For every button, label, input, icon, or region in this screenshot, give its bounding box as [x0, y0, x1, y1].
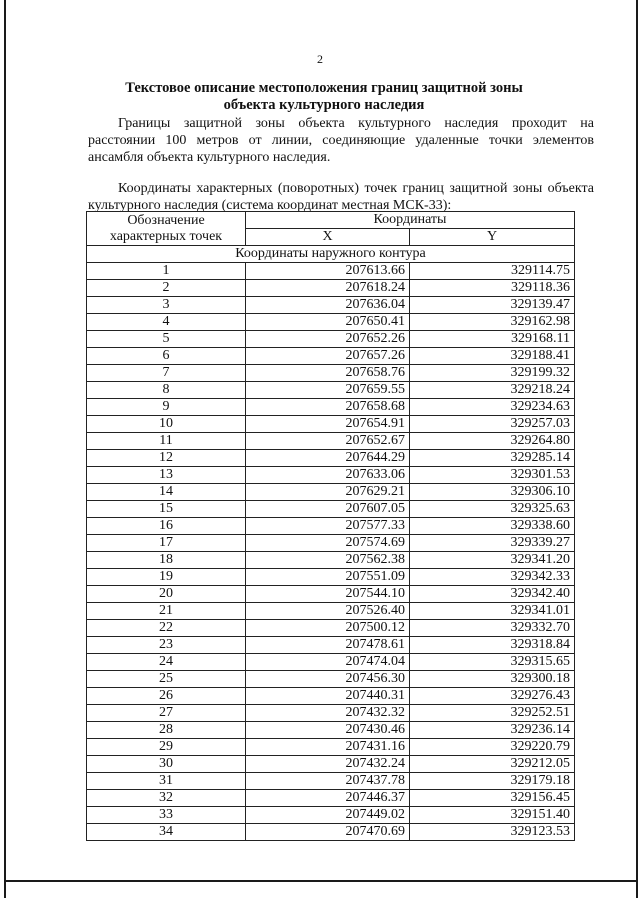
table-row: [87, 552, 575, 569]
point-id-cell: 8: [87, 382, 246, 399]
x-coordinate-cell: 207658.76: [246, 365, 410, 382]
point-id-cell: 9: [87, 399, 246, 416]
point-id-cell: 22: [87, 620, 246, 637]
point-id-cell: 7: [87, 365, 246, 382]
point-id-cell: 30: [87, 756, 246, 773]
point-id-cell: 26: [87, 688, 246, 705]
x-coordinate-cell: 207526.40: [246, 603, 410, 620]
table-row: [87, 518, 575, 535]
y-coordinate-cell: 329156.45: [410, 790, 575, 807]
point-id-cell: 31: [87, 773, 246, 790]
table-row: [87, 824, 575, 841]
y-coordinate-cell: 329264.80: [410, 433, 575, 450]
table-row: [87, 467, 575, 484]
table-row: [87, 535, 575, 552]
point-id-cell: 32: [87, 790, 246, 807]
y-coordinate-cell: 329199.32: [410, 365, 575, 382]
y-coordinate-cell: 329118.36: [410, 280, 575, 297]
y-coordinate-cell: 329341.20: [410, 552, 575, 569]
table-row: [87, 739, 575, 756]
table-row: [87, 705, 575, 722]
x-coordinate-cell: 207500.12: [246, 620, 410, 637]
point-id-cell: 24: [87, 654, 246, 671]
point-id-cell: 15: [87, 501, 246, 518]
table-row: [87, 382, 575, 399]
x-coordinate-cell: 207446.37: [246, 790, 410, 807]
x-coordinate-cell: 207440.31: [246, 688, 410, 705]
table-row: [87, 331, 575, 348]
table-row: [87, 297, 575, 314]
coordinates-intro-paragraph: Координаты характерных (поворотных) точек границ защитной зоны объекта культурного наследия (система координат местная МСК-33):: [88, 181, 594, 213]
point-id-cell: 12: [87, 450, 246, 467]
x-coordinate-cell: 207478.61: [246, 637, 410, 654]
y-coordinate-cell: 329318.84: [410, 637, 575, 654]
point-id-cell: 10: [87, 416, 246, 433]
point-id-cell: 5: [87, 331, 246, 348]
point-id-cell: 25: [87, 671, 246, 688]
y-coordinate-cell: 329252.51: [410, 705, 575, 722]
x-coordinate-cell: 207633.06: [246, 467, 410, 484]
table-row: [87, 756, 575, 773]
table-row: [87, 314, 575, 331]
header-y: Y: [410, 229, 575, 246]
scan-border-bottom: [4, 880, 638, 882]
point-id-cell: 1: [87, 263, 246, 280]
point-id-cell: 20: [87, 586, 246, 603]
point-id-cell: 34: [87, 824, 246, 841]
x-coordinate-cell: 207437.78: [246, 773, 410, 790]
y-coordinate-cell: 329325.63: [410, 501, 575, 518]
y-coordinate-cell: 329276.43: [410, 688, 575, 705]
y-coordinate-cell: 329188.41: [410, 348, 575, 365]
x-coordinate-cell: 207652.67: [246, 433, 410, 450]
point-id-cell: 4: [87, 314, 246, 331]
x-coordinate-cell: 207432.24: [246, 756, 410, 773]
y-coordinate-cell: 329123.53: [410, 824, 575, 841]
table-row: [87, 348, 575, 365]
y-coordinate-cell: 329257.03: [410, 416, 575, 433]
title-line-2: объекта культурного наследия: [223, 97, 425, 113]
y-coordinate-cell: 329212.05: [410, 756, 575, 773]
y-coordinate-cell: 329338.60: [410, 518, 575, 535]
x-coordinate-cell: 207629.21: [246, 484, 410, 501]
y-coordinate-cell: 329306.10: [410, 484, 575, 501]
x-coordinate-cell: 207644.29: [246, 450, 410, 467]
x-coordinate-cell: 207449.02: [246, 807, 410, 824]
point-id-cell: 6: [87, 348, 246, 365]
x-coordinate-cell: 207652.26: [246, 331, 410, 348]
x-coordinate-cell: 207574.69: [246, 535, 410, 552]
table-row: [87, 450, 575, 467]
y-coordinate-cell: 329342.40: [410, 586, 575, 603]
document-title: [84, 80, 564, 114]
x-coordinate-cell: 207613.66: [246, 263, 410, 280]
point-id-cell: 27: [87, 705, 246, 722]
table-row: [87, 399, 575, 416]
y-coordinate-cell: 329341.01: [410, 603, 575, 620]
y-coordinate-cell: 329234.63: [410, 399, 575, 416]
table-row: [87, 637, 575, 654]
x-coordinate-cell: 207432.32: [246, 705, 410, 722]
table-header-row: [87, 212, 575, 229]
point-id-cell: 2: [87, 280, 246, 297]
point-id-cell: 3: [87, 297, 246, 314]
y-coordinate-cell: 329179.18: [410, 773, 575, 790]
table-row: [87, 807, 575, 824]
point-id-cell: 16: [87, 518, 246, 535]
y-coordinate-cell: 329315.65: [410, 654, 575, 671]
point-id-cell: 28: [87, 722, 246, 739]
x-coordinate-cell: 207551.09: [246, 569, 410, 586]
table-row: [87, 416, 575, 433]
y-coordinate-cell: 329332.70: [410, 620, 575, 637]
y-coordinate-cell: 329301.53: [410, 467, 575, 484]
x-coordinate-cell: 207562.38: [246, 552, 410, 569]
x-coordinate-cell: 207474.04: [246, 654, 410, 671]
point-id-cell: 29: [87, 739, 246, 756]
point-id-cell: 21: [87, 603, 246, 620]
table-row: [87, 484, 575, 501]
x-coordinate-cell: 207577.33: [246, 518, 410, 535]
x-coordinate-cell: 207618.24: [246, 280, 410, 297]
point-id-cell: 14: [87, 484, 246, 501]
point-id-cell: 23: [87, 637, 246, 654]
x-coordinate-cell: 207430.46: [246, 722, 410, 739]
y-coordinate-cell: 329218.24: [410, 382, 575, 399]
table-row: [87, 263, 575, 280]
table-row: [87, 501, 575, 518]
y-coordinate-cell: 329236.14: [410, 722, 575, 739]
y-coordinate-cell: 329339.27: [410, 535, 575, 552]
header-point-designation: Обозначение характерных точек: [87, 212, 246, 246]
y-coordinate-cell: 329220.79: [410, 739, 575, 756]
x-coordinate-cell: 207659.55: [246, 382, 410, 399]
table-row: [87, 773, 575, 790]
header-x: X: [246, 229, 410, 246]
x-coordinate-cell: 207544.10: [246, 586, 410, 603]
table-row: [87, 722, 575, 739]
x-coordinate-cell: 207658.68: [246, 399, 410, 416]
table-row: [87, 569, 575, 586]
y-coordinate-cell: 329114.75: [410, 263, 575, 280]
x-coordinate-cell: 207654.91: [246, 416, 410, 433]
table-row: [87, 433, 575, 450]
scan-border-right: [636, 0, 638, 898]
table-row: [87, 790, 575, 807]
table-row: [87, 603, 575, 620]
point-id-cell: 33: [87, 807, 246, 824]
point-id-cell: 11: [87, 433, 246, 450]
boundary-description-paragraph: Границы защитной зоны объекта культурного наследия проходит на расстоянии 100 метров от линии, соединяющие удаленные точки элементов ансамбля объекта культурного наследия.: [88, 116, 594, 165]
table-row: [87, 671, 575, 688]
section-row: [87, 246, 575, 263]
x-coordinate-cell: 207431.16: [246, 739, 410, 756]
point-id-cell: 18: [87, 552, 246, 569]
x-coordinate-cell: 207470.69: [246, 824, 410, 841]
table-row: [87, 586, 575, 603]
x-coordinate-cell: 207650.41: [246, 314, 410, 331]
table-row: [87, 654, 575, 671]
x-coordinate-cell: 207607.05: [246, 501, 410, 518]
table-row: [87, 688, 575, 705]
point-id-cell: 13: [87, 467, 246, 484]
y-coordinate-cell: 329300.18: [410, 671, 575, 688]
point-id-cell: 17: [87, 535, 246, 552]
x-coordinate-cell: 207636.04: [246, 297, 410, 314]
y-coordinate-cell: 329162.98: [410, 314, 575, 331]
title-line-1: Текстовое описание местоположения границ защитной зоны: [125, 80, 523, 96]
y-coordinate-cell: 329168.11: [410, 331, 575, 348]
table-row: [87, 620, 575, 637]
y-coordinate-cell: 329342.33: [410, 569, 575, 586]
table-body: [87, 246, 575, 841]
table-row: [87, 365, 575, 382]
y-coordinate-cell: 329151.40: [410, 807, 575, 824]
section-title: Координаты наружного контура: [87, 246, 575, 263]
x-coordinate-cell: 207657.26: [246, 348, 410, 365]
scan-border-left: [4, 0, 6, 898]
y-coordinate-cell: 329139.47: [410, 297, 575, 314]
x-coordinate-cell: 207456.30: [246, 671, 410, 688]
table-row: [87, 280, 575, 297]
coordinates-table: [86, 211, 575, 841]
point-id-cell: 19: [87, 569, 246, 586]
header-coordinates: Координаты: [246, 212, 575, 229]
page-number: 2: [317, 52, 323, 66]
y-coordinate-cell: 329285.14: [410, 450, 575, 467]
